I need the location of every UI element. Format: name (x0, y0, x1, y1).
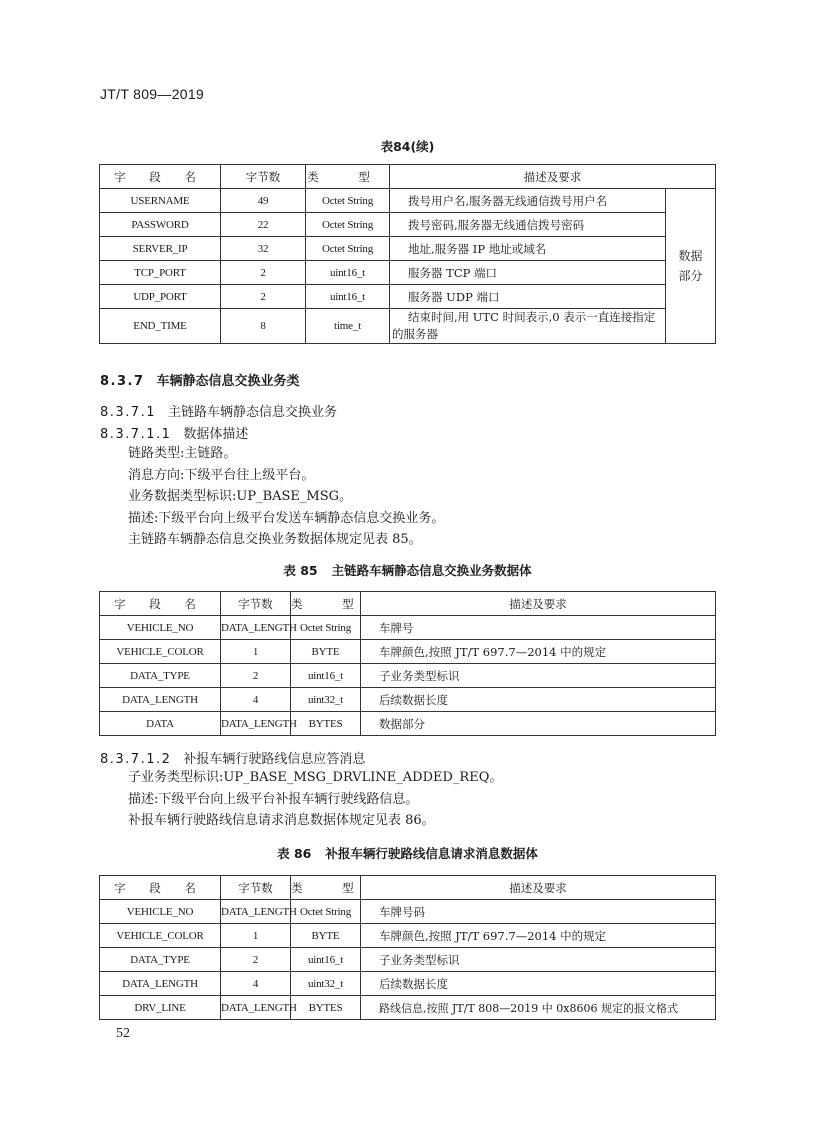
section-number: 8.3.7.1.2 (100, 752, 172, 767)
cell-desc: 拨号密码,服务器无线通信拨号密码 (390, 213, 666, 237)
table-row (100, 285, 716, 309)
header-field-name: 字 段 名 (100, 592, 221, 616)
cell-type: time_t (306, 309, 390, 344)
table84-caption: 表84(续) (380, 139, 435, 154)
section-title: 数据体描述 (183, 427, 249, 442)
table-row (100, 309, 716, 344)
header-type: 类 型 (291, 592, 361, 616)
cell-bytes: 1 (221, 924, 291, 948)
header-field-name: 字 段 名 (100, 165, 221, 189)
section-title: 车辆静态信息交换业务类 (156, 374, 300, 389)
cell-desc: 数据部分 (361, 712, 716, 736)
cell-field: VEHICLE_NO (100, 616, 221, 640)
table-row (100, 996, 716, 1020)
cell-desc: 车牌颜色,按照 JT/T 697.7—2014 中的规定 (361, 924, 716, 948)
cell-type: uint16_t (306, 261, 390, 285)
section-heading-8-3-7 (100, 370, 300, 389)
cell-field: USERNAME (100, 189, 221, 213)
cell-type: uint16_t (306, 285, 390, 309)
side-label-data-part (666, 189, 716, 344)
table-86 (99, 875, 716, 1020)
table-row (100, 189, 716, 213)
cell-desc: 车牌号码 (361, 900, 716, 924)
section-title: 补报车辆行驶路线信息应答消息 (183, 752, 366, 767)
cell-field: DATA_LENGTH (100, 688, 221, 712)
cell-desc: 拨号用户名,服务器无线通信拨号用户名 (390, 189, 666, 213)
cell-bytes: 4 (221, 688, 291, 712)
paragraph-line: 业务数据类型标识:UP_BASE_MSG。 (128, 489, 353, 504)
table86-caption (0, 844, 815, 862)
cell-type: uint32_t (291, 688, 361, 712)
table-row (100, 237, 716, 261)
cell-desc: 服务器 UDP 端口 (390, 285, 666, 309)
table-row (100, 688, 716, 712)
cell-field: TCP_PORT (100, 261, 221, 285)
section-title: 主链路车辆静态信息交换业务 (167, 405, 337, 420)
cell-field: DATA (100, 712, 221, 736)
cell-field: VEHICLE_COLOR (100, 924, 221, 948)
cell-bytes: 2 (221, 948, 291, 972)
table85-caption (0, 561, 815, 579)
table-row (100, 261, 716, 285)
cell-bytes: DATA_LENGTH (221, 996, 291, 1020)
section-number: 8.3.7 (100, 374, 145, 389)
header-type: 类 型 (306, 165, 390, 189)
cell-type: Octet String (306, 189, 390, 213)
paragraph-line: 补报车辆行驶路线信息请求消息数据体规定见表 86。 (128, 813, 435, 828)
cell-field: PASSWORD (100, 213, 221, 237)
cell-bytes: 4 (221, 972, 291, 996)
cell-desc: 后续数据长度 (361, 972, 716, 996)
paragraph-line: 主链路车辆静态信息交换业务数据体规定见表 85。 (128, 532, 422, 547)
cell-field: DATA_TYPE (100, 948, 221, 972)
cell-desc: 车牌号 (361, 616, 716, 640)
table-row (100, 972, 716, 996)
header-field-name: 字 段 名 (100, 876, 221, 900)
table-row (100, 213, 716, 237)
section-8-3-7-1-2-body (128, 767, 502, 832)
cell-bytes: 2 (221, 285, 306, 309)
cell-field: END_TIME (100, 309, 221, 344)
paragraph-line: 描述:下级平台向上级平台补报车辆行驶线路信息。 (128, 791, 419, 807)
cell-bytes: 1 (221, 640, 291, 664)
page-number: 52 (116, 1026, 130, 1041)
cell-bytes: 2 (221, 261, 306, 285)
section-8-3-7-1-1-body (128, 443, 444, 551)
cell-type: Octet String (291, 616, 361, 640)
section-heading-8-3-7-1-1 (100, 423, 248, 442)
table-header-row (100, 876, 716, 900)
cell-desc: 路线信息,按照 JT/T 808—2019 中 0x8606 规定的报文格式 (361, 996, 716, 1020)
table-row (100, 948, 716, 972)
table-84 (99, 164, 716, 344)
cell-desc: 结束时间,用 UTC 时间表示,0 表示一直连接指定的服务器 (390, 309, 666, 344)
cell-bytes: 22 (221, 213, 306, 237)
table-row (100, 664, 716, 688)
table86-caption-number: 表 86 (277, 846, 312, 861)
table-row (100, 712, 716, 736)
section-heading-8-3-7-1 (100, 401, 337, 420)
cell-type: uint16_t (291, 664, 361, 688)
cell-type: Octet String (291, 900, 361, 924)
table-row (100, 640, 716, 664)
table-row (100, 900, 716, 924)
table-row (100, 924, 716, 948)
cell-type: BYTES (291, 712, 361, 736)
cell-type: Octet String (306, 213, 390, 237)
section-number: 8.3.7.1.1 (100, 427, 172, 442)
header-description: 描述及要求 (390, 165, 716, 189)
header-bytes: 字节数 (221, 592, 291, 616)
cell-bytes: DATA_LENGTH (221, 900, 291, 924)
cell-bytes: 32 (221, 237, 306, 261)
table-header-row (100, 592, 716, 616)
paragraph-line: 子业务类型标识:UP_BASE_MSG_DRVLINE_ADDED_REQ。 (128, 770, 503, 785)
table85-caption-title: 主链路车辆静态信息交换业务数据体 (331, 563, 532, 578)
cell-type: BYTES (291, 996, 361, 1020)
table86-caption-title: 补报车辆行驶路线信息请求消息数据体 (325, 846, 538, 861)
cell-bytes: 49 (221, 189, 306, 213)
cell-bytes: 8 (221, 309, 306, 344)
cell-field: SERVER_IP (100, 237, 221, 261)
header-description: 描述及要求 (361, 876, 716, 900)
cell-field: DATA_LENGTH (100, 972, 221, 996)
cell-desc: 子业务类型标识 (361, 948, 716, 972)
standard-code-header: JT/T 809—2019 (100, 86, 205, 102)
cell-field: DRV_LINE (100, 996, 221, 1020)
cell-type: uint32_t (291, 972, 361, 996)
cell-bytes: 2 (221, 664, 291, 688)
header-bytes: 字节数 (221, 876, 291, 900)
cell-type: Octet String (306, 237, 390, 261)
header-bytes: 字节数 (221, 165, 306, 189)
table85-caption-number: 表 85 (283, 563, 318, 578)
table-85 (99, 591, 716, 736)
paragraph-line: 链路类型:主链路。 (128, 446, 237, 461)
cell-field: VEHICLE_COLOR (100, 640, 221, 664)
cell-type: uint16_t (291, 948, 361, 972)
header-description: 描述及要求 (361, 592, 716, 616)
cell-desc: 地址,服务器 IP 地址或域名 (390, 237, 666, 261)
cell-field: DATA_TYPE (100, 664, 221, 688)
side-label-line2: 部分 (678, 269, 703, 283)
section-number: 8.3.7.1 (100, 405, 156, 420)
cell-type: BYTE (291, 640, 361, 664)
cell-desc: 子业务类型标识 (361, 664, 716, 688)
paragraph-line: 消息方向:下级平台往上级平台。 (128, 467, 315, 483)
side-label-line1: 数据 (678, 249, 703, 263)
cell-desc: 服务器 TCP 端口 (390, 261, 666, 285)
cell-desc: 后续数据长度 (361, 688, 716, 712)
paragraph-line: 描述:下级平台向上级平台发送车辆静态信息交换业务。 (128, 510, 445, 526)
cell-desc: 车牌颜色,按照 JT/T 697.7—2014 中的规定 (361, 640, 716, 664)
cell-bytes: DATA_LENGTH (221, 616, 291, 640)
table-header-row (100, 165, 716, 189)
header-type: 类 型 (291, 876, 361, 900)
cell-type: BYTE (291, 924, 361, 948)
section-heading-8-3-7-1-2 (100, 748, 365, 767)
cell-field: UDP_PORT (100, 285, 221, 309)
cell-bytes: DATA_LENGTH (221, 712, 291, 736)
cell-field: VEHICLE_NO (100, 900, 221, 924)
table-row (100, 616, 716, 640)
